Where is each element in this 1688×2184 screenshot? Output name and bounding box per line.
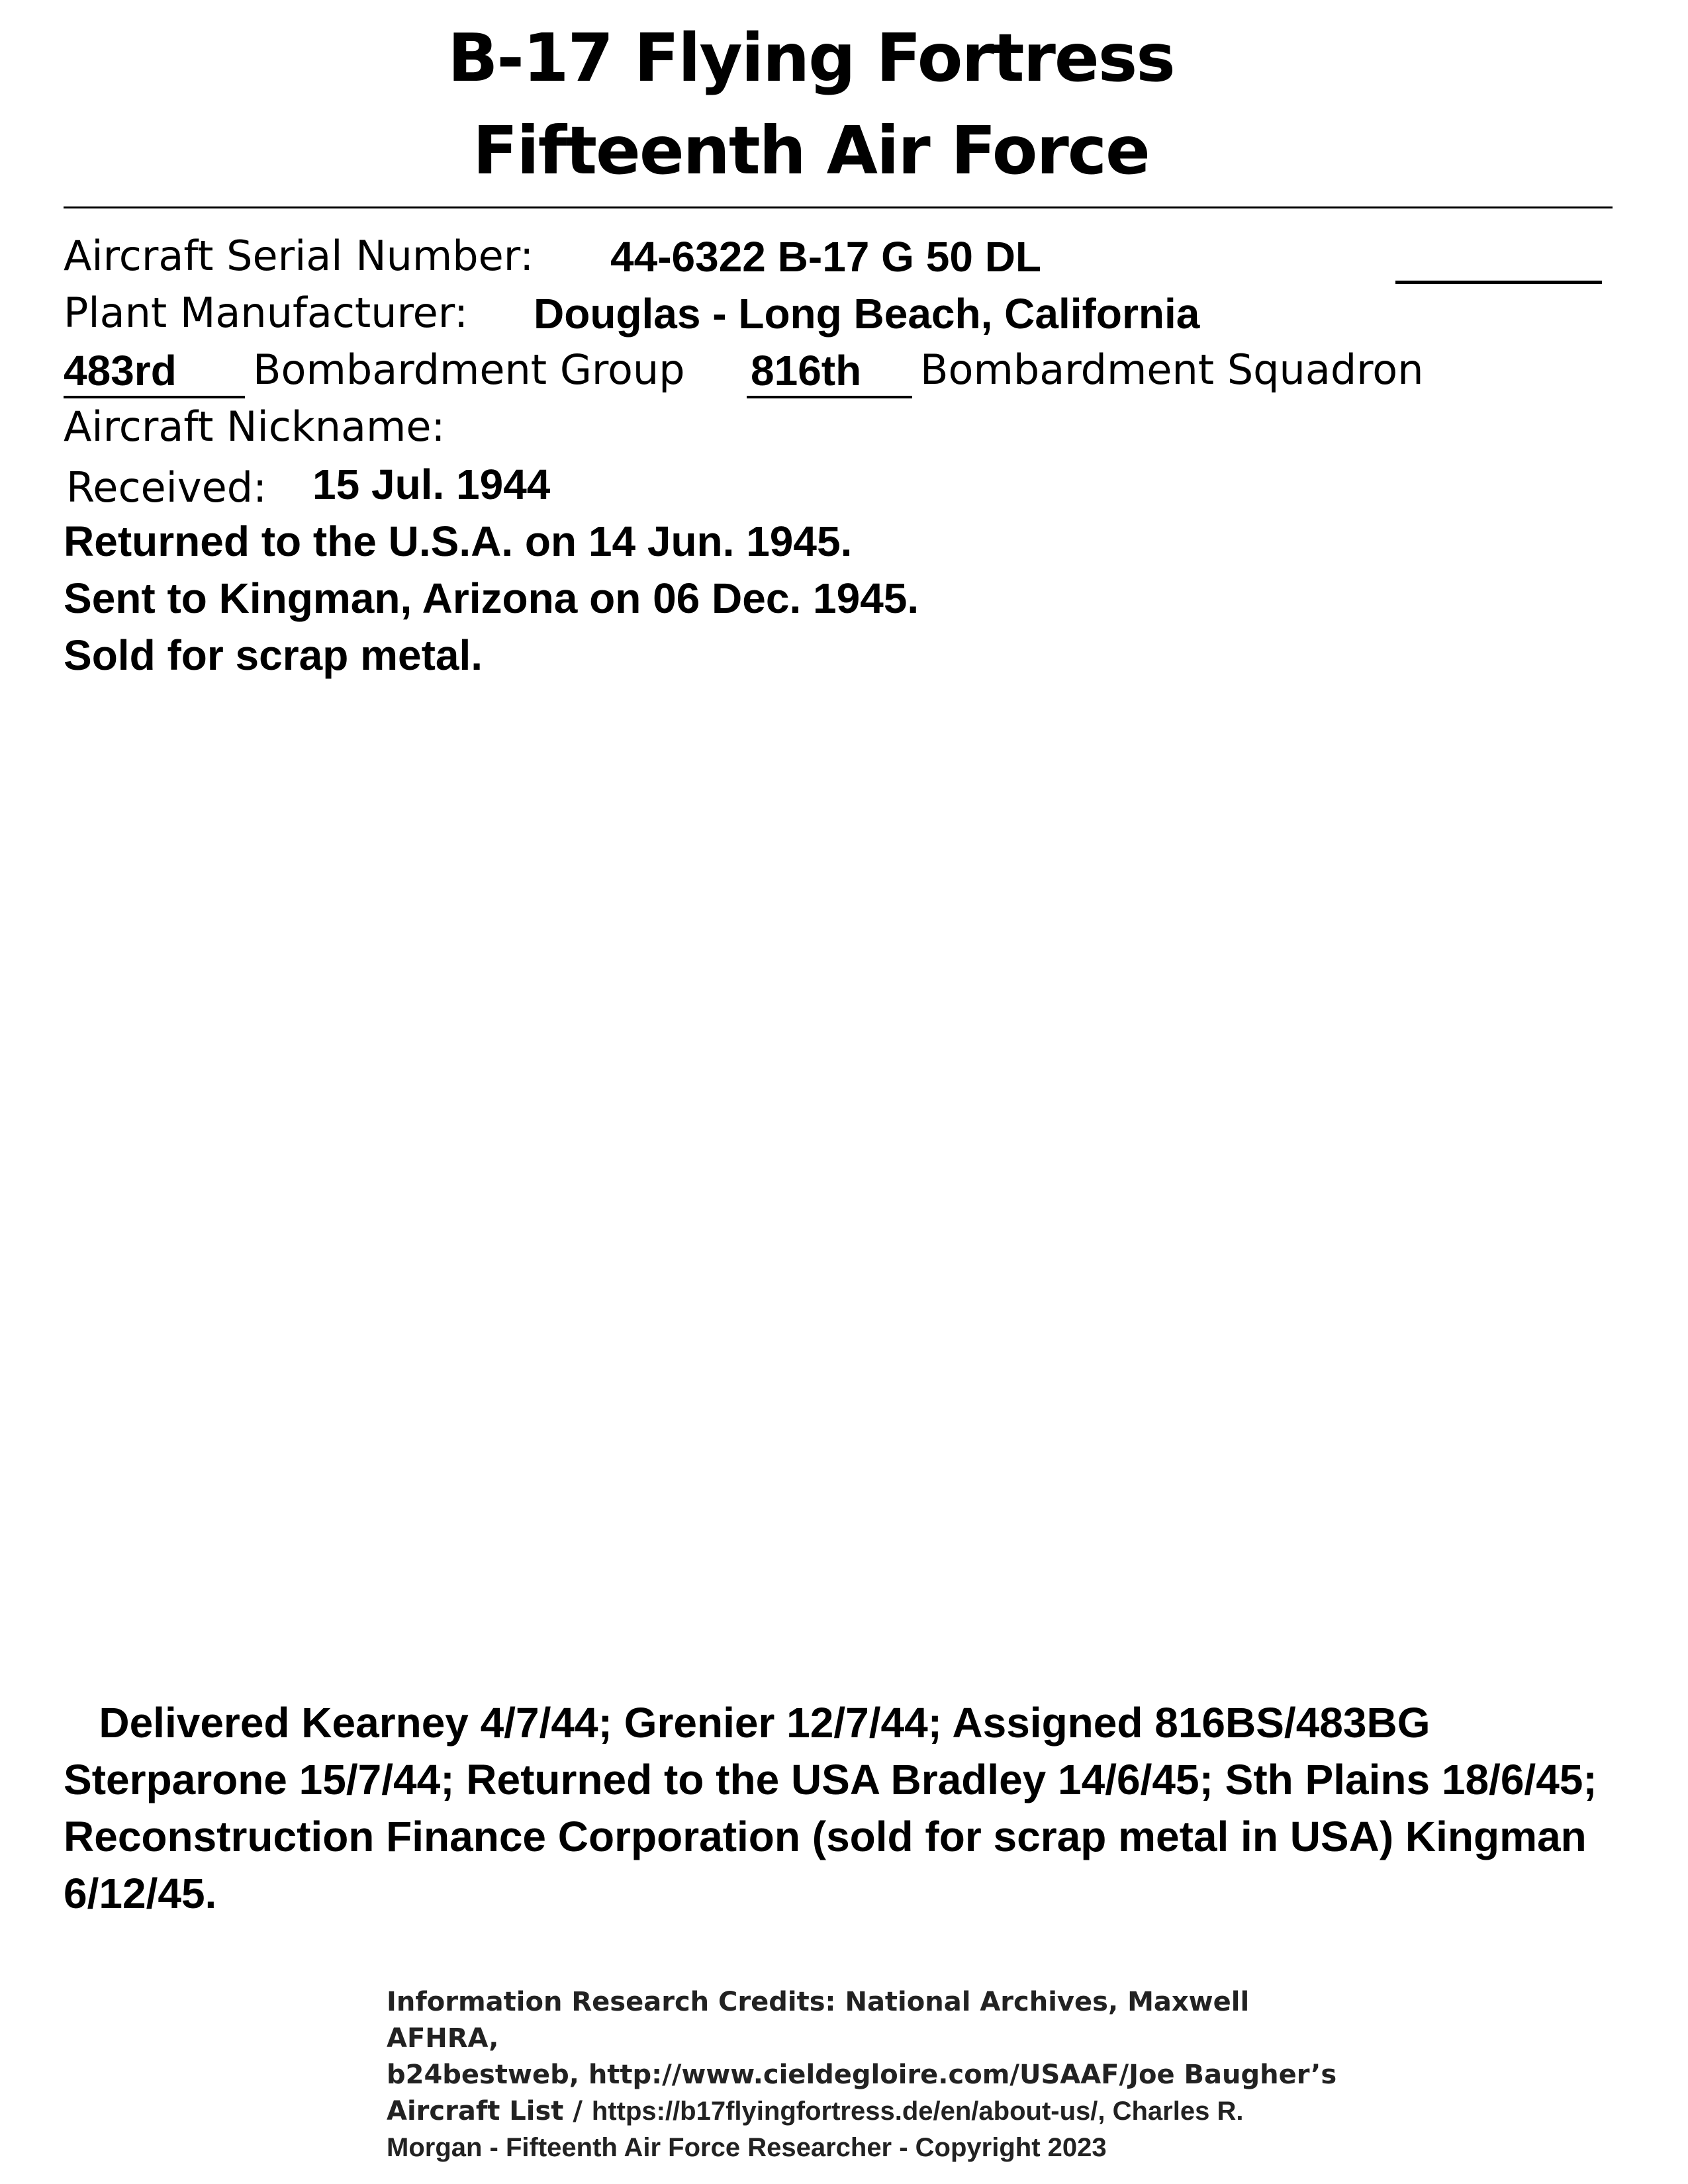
group-label: Bombardment Group bbox=[253, 345, 685, 394]
research-credits bbox=[387, 1984, 1353, 2166]
manufacturer-label: Plant Manufacturer: bbox=[64, 289, 469, 337]
squadron-label: Bombardment Squadron bbox=[920, 345, 1424, 394]
history-narrative: Delivered Kearney 4/7/44; Grenier 12/7/44; Assigned 816BS/483BG Sterparone 15/7/44; Returned to the USA Bradley 14/6/45; Sth Plains 18/6/45; Reconstruction Finance Corporation (sold for scrap metal in USA) Kingman 6/12/45. bbox=[64, 1699, 1597, 1917]
nickname-label: Aircraft Nickname: bbox=[64, 402, 445, 451]
page-title-line1: B-17 Flying Fortress bbox=[447, 19, 1174, 97]
credits-url: https://b17flyingfortress.de/en/about-us/, Charles R. bbox=[591, 2097, 1244, 2126]
credits-line-2: b24bestweb, http://www.cieldegloire.com/USAAF/Joe Baugher’s bbox=[387, 2060, 1337, 2090]
group-value: 483rd bbox=[64, 349, 245, 398]
serial-value: 44-6322 B-17 G 50 DL bbox=[610, 233, 1041, 281]
credits-line-4: Morgan - Fifteenth Air Force Researcher - Copyright 2023 bbox=[387, 2133, 1107, 2162]
blank-underline bbox=[1395, 281, 1602, 284]
sent-line: Sent to Kingman, Arizona on 06 Dec. 1945. bbox=[64, 574, 919, 622]
serial-label: Aircraft Serial Number: bbox=[64, 232, 534, 280]
received-label: Received: bbox=[66, 463, 267, 512]
returned-line: Returned to the U.S.A. on 14 Jun. 1945. bbox=[64, 518, 853, 565]
credits-line-3a: Aircraft List / bbox=[387, 2096, 592, 2126]
credits-line-3 bbox=[387, 2093, 1353, 2130]
received-value: 15 Jul. 1944 bbox=[312, 461, 551, 508]
sold-line: Sold for scrap metal. bbox=[64, 631, 483, 679]
title-divider bbox=[64, 206, 1613, 208]
credits-line-1: Information Research Credits: National Archives, Maxwell AFHRA, bbox=[387, 1987, 1250, 2054]
manufacturer-value: Douglas - Long Beach, California bbox=[534, 290, 1200, 338]
squadron-value: 816th bbox=[747, 349, 912, 398]
page-title-line2: Fifteenth Air Force bbox=[473, 112, 1149, 189]
